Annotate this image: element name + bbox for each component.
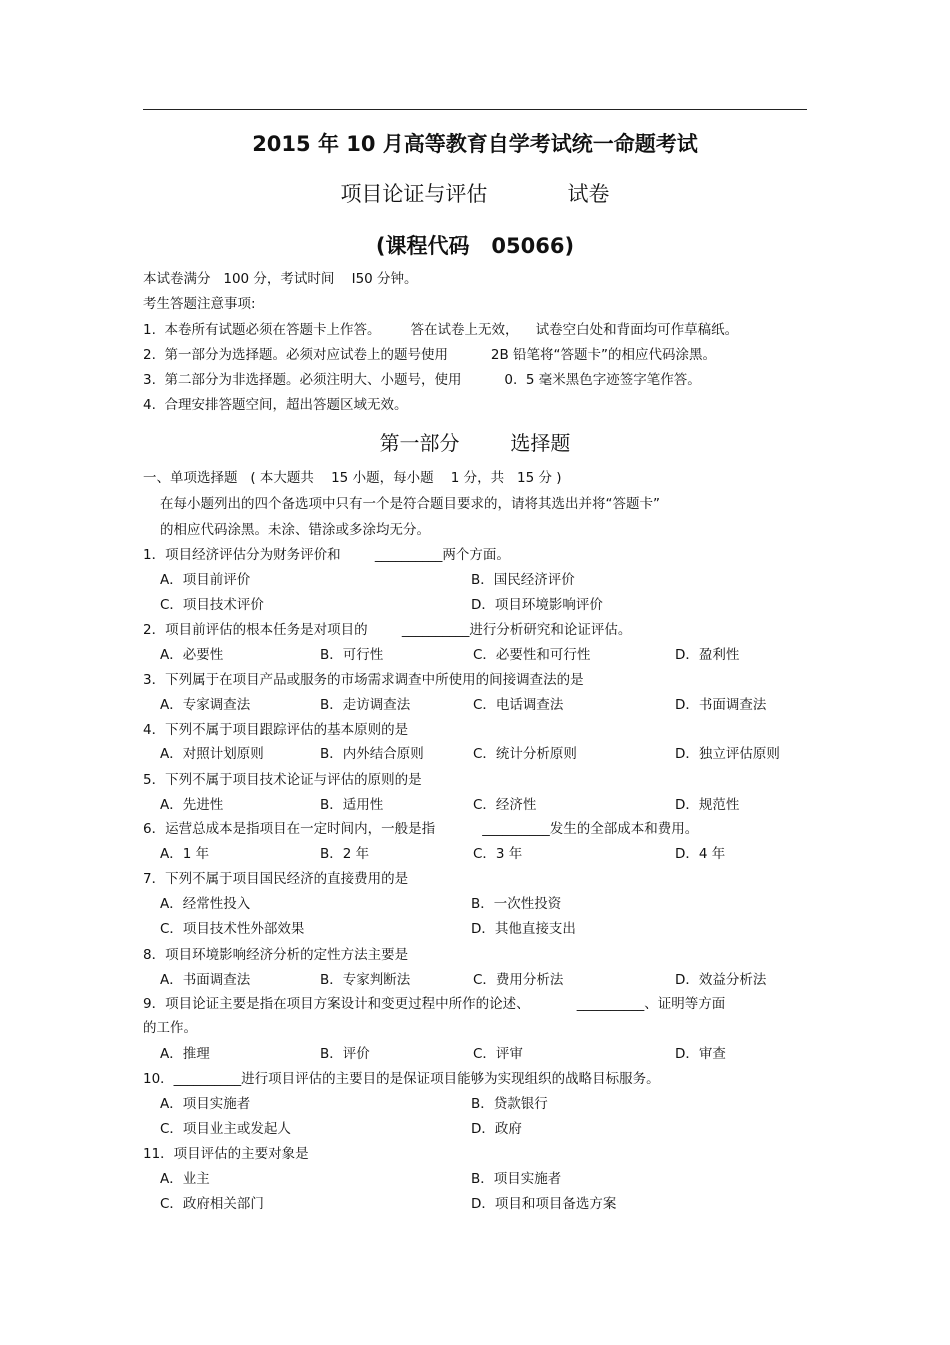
question-stem: 11．项目评估的主要对象是: [143, 1146, 309, 1162]
exam-info: 本试卷满分 100 分，考试时间 I50 分钟。: [143, 271, 418, 287]
answer-option: C．统计分析原则: [473, 746, 577, 762]
instruction-line: 在每小题列出的四个备选项中只有一个是符合题目要求的，请将其选出并将“答题卡”: [160, 496, 660, 512]
question-stem: 2．项目前评估的根本任务是对项目的 __________进行分析研究和论证评估。: [143, 622, 632, 638]
question-stem: 5．下列不属于项目技术论证与评估的原则的是: [143, 772, 422, 788]
question-stem: 8．项目环境影响经济分析的定性方法主要是: [143, 947, 409, 963]
answer-option: B．评价: [320, 1046, 370, 1062]
answer-option: B．走访调查法: [320, 697, 411, 713]
answer-option: D．项目环境影响评价: [471, 597, 603, 613]
answer-option: C．费用分析法: [473, 972, 564, 988]
answer-option: C．项目技术性外部效果: [160, 921, 305, 937]
answer-option: B．适用性: [320, 797, 384, 813]
answer-option: A．书面调查法: [160, 972, 251, 988]
answer-option: B．项目实施者: [471, 1171, 562, 1187]
answer-option: D．独立评估原则: [675, 746, 780, 762]
note-item: 2. 第一部分为选择题。必须对应试卷上的题号使用 2B 铅笔将“答题卡”的相应代码涂黑。: [143, 347, 717, 363]
answer-option: A．业主: [160, 1171, 210, 1187]
answer-option: C．必要性和可行性: [473, 647, 591, 663]
section-heading: 一、单项选择题 ( 本大题共 15 小题，每小题 1 分，共 15 分 ): [143, 470, 562, 486]
question-stem: 4．下列不属于项目跟踪评估的基本原则的是: [143, 722, 409, 738]
exam-title: 2015 年 10 月高等教育自学考试统一命题考试: [252, 132, 698, 156]
answer-option: C．项目技术评价: [160, 597, 264, 613]
answer-option: A．必要性: [160, 647, 224, 663]
answer-option: D．政府: [471, 1121, 522, 1137]
answer-option: B．国民经济评价: [471, 572, 575, 588]
answer-option: A．项目前评价: [160, 572, 251, 588]
answer-option: C．经济性: [473, 797, 537, 813]
note-item: 3. 第二部分为非选择题。必须注明大、小题号，使用 0. 5 毫米黑色字迹签字笔作答。: [143, 372, 701, 388]
note-item: 4. 合理安排答题空间，超出答题区域无效。: [143, 397, 408, 413]
answer-option: A．项目实施者: [160, 1096, 251, 1112]
answer-option: D．盈利性: [675, 647, 740, 663]
course-code: (课程代码 05066): [375, 234, 575, 258]
notes-heading: 考生答题注意事项:: [143, 296, 256, 312]
answer-option: D．项目和项目备选方案: [471, 1196, 617, 1212]
answer-option: A．对照计划原则: [160, 746, 264, 762]
note-item: 1. 本卷所有试题必须在答题卡上作答。 答在试卷上无效， 试卷空白处和背面均可作草稿纸。: [143, 322, 739, 338]
question-stem-continued: 的工作。: [143, 1020, 197, 1036]
answer-option: B．一次性投资: [471, 896, 562, 912]
question-stem: 10．__________进行项目评估的主要目的是保证项目能够为实现组织的战略目标服务。: [143, 1071, 660, 1087]
question-stem: 7．下列不属于项目国民经济的直接费用的是: [143, 871, 409, 887]
section-title: 第一部分 选择题: [379, 431, 571, 455]
answer-option: C．3 年: [473, 846, 523, 862]
answer-option: C．评审: [473, 1046, 523, 1062]
answer-option: B．2 年: [320, 846, 370, 862]
instruction-line: 的相应代码涂黑。未涂、错涂或多涂均无分。: [160, 522, 430, 538]
question-stem: 9．项目论证主要是指在项目方案设计和变更过程中所作的论述、 __________、证明等方面: [143, 996, 726, 1012]
answer-option: B．专家判断法: [320, 972, 411, 988]
answer-option: C．项目业主或发起人: [160, 1121, 291, 1137]
question-stem: 6．运营总成本是指项目在一定时间内，一般是指 __________发生的全部成本和费用。: [143, 821, 699, 837]
answer-option: C．电话调查法: [473, 697, 564, 713]
answer-option: B．可行性: [320, 647, 384, 663]
answer-option: D．效益分析法: [675, 972, 767, 988]
answer-option: D．4 年: [675, 846, 726, 862]
answer-option: A．推理: [160, 1046, 210, 1062]
header-rule: [143, 109, 807, 110]
answer-option: D．规范性: [675, 797, 740, 813]
answer-option: C．政府相关部门: [160, 1196, 264, 1212]
question-stem: 1．项目经济评估分为财务评价和 __________两个方面。: [143, 547, 510, 563]
question-stem: 3．下列属于在项目产品或服务的市场需求调查中所使用的间接调查法的是: [143, 672, 584, 688]
answer-option: A．先进性: [160, 797, 224, 813]
answer-option: B．内外结合原则: [320, 746, 424, 762]
answer-option: D．审查: [675, 1046, 726, 1062]
answer-option: B．贷款银行: [471, 1096, 548, 1112]
answer-option: D．书面调查法: [675, 697, 767, 713]
answer-option: A．经常性投入: [160, 896, 251, 912]
answer-option: A．1 年: [160, 846, 210, 862]
subject-title: 项目论证与评估 试卷: [340, 182, 610, 206]
answer-option: D．其他直接支出: [471, 921, 576, 937]
answer-option: A．专家调查法: [160, 697, 251, 713]
